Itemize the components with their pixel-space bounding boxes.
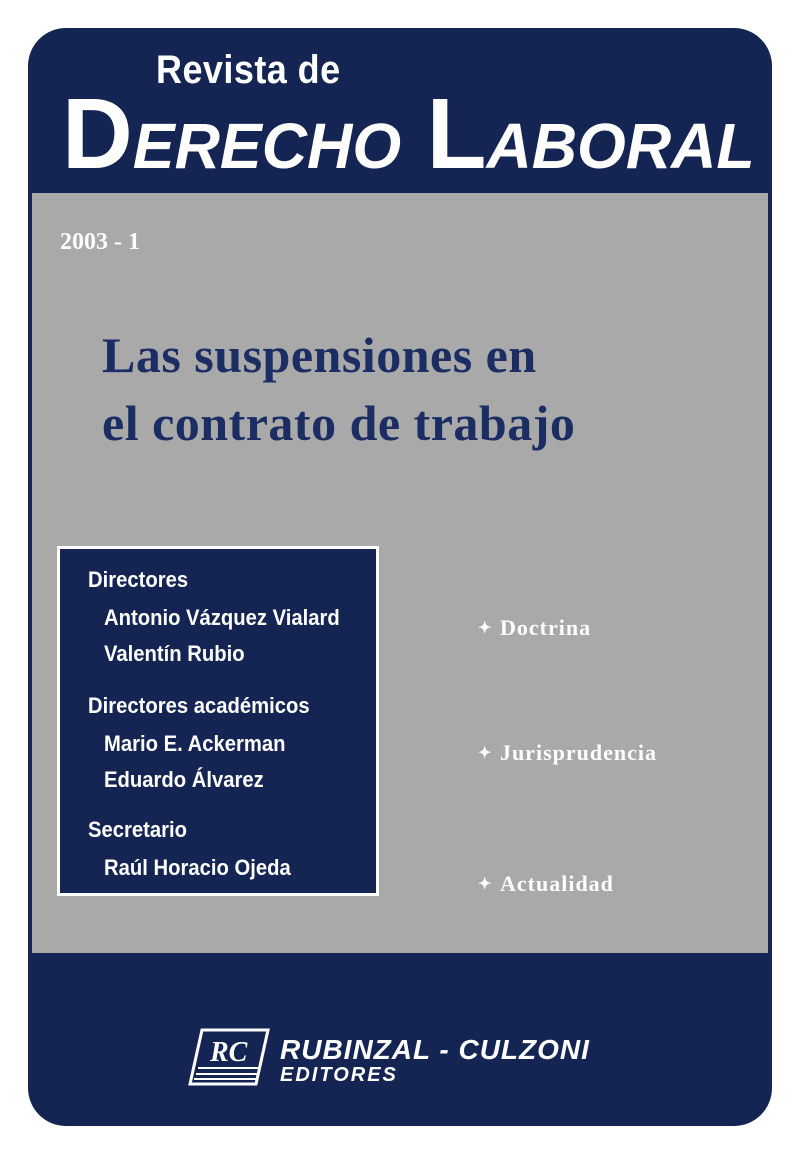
publisher-name: RUBINZAL - CULZONI <box>280 1034 590 1065</box>
book-title <box>102 321 752 457</box>
academic-director-name: Mario E. Ackerman <box>104 731 286 756</box>
masthead-word1-cap: D <box>62 78 133 190</box>
title-line2: el contrato de trabajo <box>102 395 576 451</box>
secretary-label: Secretario <box>88 817 188 842</box>
section-item <box>478 740 657 766</box>
section-label: Doctrina <box>500 615 592 640</box>
masthead-line1: Revista de <box>156 48 341 92</box>
section-item <box>478 615 591 641</box>
director-name: Valentín Rubio <box>104 641 245 666</box>
section-label: Jurisprudencia <box>500 740 658 765</box>
academic-directors-label: Directores académicos <box>88 693 310 718</box>
content-panel <box>32 193 768 953</box>
directors-label: Directores <box>88 567 189 592</box>
publisher-logo-text: RC <box>210 1037 248 1068</box>
star-icon: ✦ <box>478 745 493 762</box>
publisher-subtitle: EDITORES <box>280 1064 398 1086</box>
masthead-word1-rest: ERECHO <box>132 110 402 182</box>
masthead-title <box>62 78 755 190</box>
secretary-name: Raúl Horacio Ojeda <box>104 855 291 880</box>
masthead-word2-rest: ABORAL <box>486 110 755 182</box>
star-icon: ✦ <box>478 620 493 637</box>
director-name: Antonio Vázquez Vialard <box>104 605 340 630</box>
book-cover <box>28 28 772 1126</box>
section-item <box>478 871 614 897</box>
academic-director-name: Eduardo Álvarez <box>104 767 264 792</box>
masthead-word2-cap: L <box>426 78 487 190</box>
publisher-logo-icon <box>188 1028 270 1086</box>
section-label: Actualidad <box>500 871 614 896</box>
publisher-block <box>188 1024 628 1094</box>
star-icon: ✦ <box>478 876 493 893</box>
issue-number: 2003 - 1 <box>60 229 140 255</box>
title-line1: Las suspensiones en <box>102 327 537 383</box>
masthead <box>28 28 772 188</box>
staff-box <box>57 546 379 896</box>
